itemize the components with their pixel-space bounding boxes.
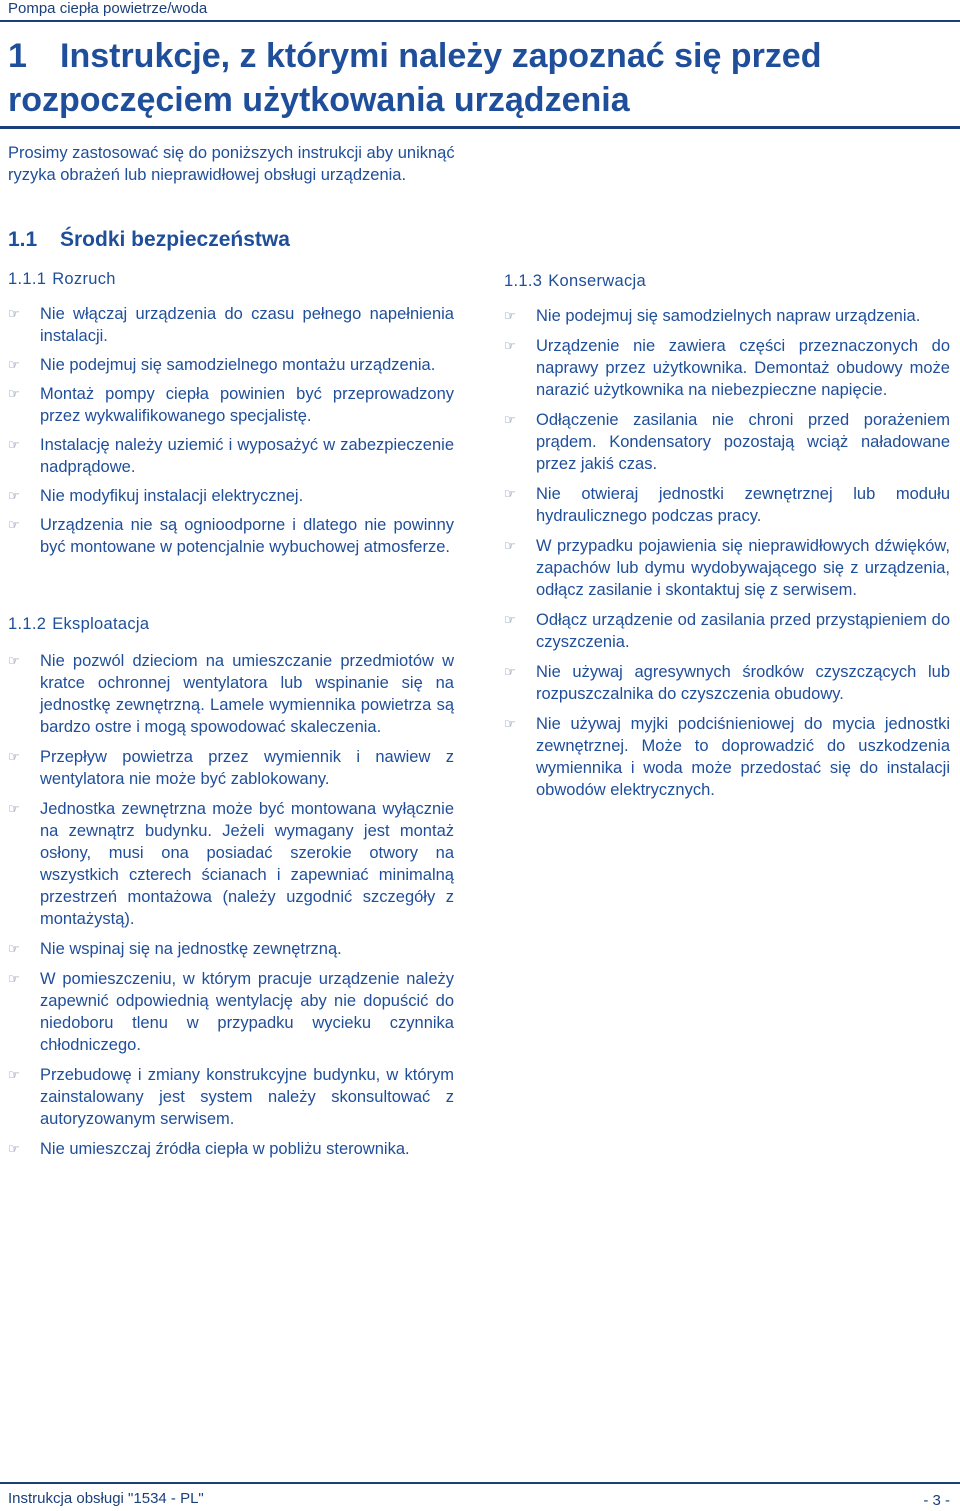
list-item xyxy=(8,303,454,347)
list-item xyxy=(8,485,454,507)
footer-rule xyxy=(0,1482,960,1484)
subsection-title: Rozruch xyxy=(52,270,116,288)
list-item-text: Nie otwieraj jednostki zewnętrznej lub modułu hydraulicznego podczas pracy. xyxy=(536,485,950,525)
list-item xyxy=(504,535,950,601)
list-item xyxy=(8,798,454,930)
pointing-hand-icon: ☞ xyxy=(504,612,516,627)
header-rule xyxy=(0,20,960,22)
pointing-hand-icon: ☞ xyxy=(8,1067,20,1082)
subsection-number: 1.1.2 xyxy=(8,615,47,633)
list-item xyxy=(504,609,950,653)
list-item-text: Nie modyfikuj instalacji elektrycznej. xyxy=(40,487,304,505)
chapter-number: 1 xyxy=(8,37,27,75)
section-number: 1.1 xyxy=(8,228,38,251)
chapter-heading xyxy=(8,34,948,122)
list-item-text: Nie używaj agresywnych środków czyszczących lub rozpuszczalnika do czyszczenia obudowy. xyxy=(536,663,950,703)
page-number: - 3 - xyxy=(923,1492,950,1509)
list-item-text: Nie wspinaj się na jednostkę zewnętrzną. xyxy=(40,940,342,958)
pointing-hand-icon: ☞ xyxy=(504,486,516,501)
list-item xyxy=(8,1064,454,1130)
list-item xyxy=(504,409,950,475)
pointing-hand-icon: ☞ xyxy=(8,306,20,321)
list-item-text: Przebudowę i zmiany konstrukcyjne budynku, w którym zainstalowany jest system należy skonsultować z autoryzowanym serwisem. xyxy=(40,1066,454,1128)
list-item xyxy=(8,383,454,427)
pointing-hand-icon: ☞ xyxy=(504,308,516,323)
list-item-text: Przepływ powietrza przez wymiennik i nawiew z wentylatora nie może być zablokowany. xyxy=(40,748,454,788)
chapter-title: Instrukcje, z którymi należy zapoznać się przed rozpoczęciem użytkowania urządzenia xyxy=(8,37,822,119)
rozruch-list xyxy=(8,303,454,565)
list-item-text: Montaż pompy ciepła powinien być przeprowadzony przez wykwalifikowanego specjalistę. xyxy=(40,385,454,425)
pointing-hand-icon: ☞ xyxy=(8,517,20,532)
pointing-hand-icon: ☞ xyxy=(504,338,516,353)
konserwacja-list xyxy=(504,305,950,809)
list-item-text: Urządzenia nie są ognioodporne i dlatego nie powinny być montowane w potencjalnie wybuchowej atmosferze. xyxy=(40,516,454,556)
list-item xyxy=(504,713,950,801)
list-item xyxy=(504,335,950,401)
list-item xyxy=(8,746,454,790)
pointing-hand-icon: ☞ xyxy=(8,941,20,956)
list-item-text: Nie włączaj urządzenia do czasu pełnego napełnienia instalacji. xyxy=(40,305,454,345)
pointing-hand-icon: ☞ xyxy=(8,386,20,401)
section-heading xyxy=(8,228,290,252)
list-item-text: Odłącz urządzenie od zasilania przed przystąpieniem do czyszczenia. xyxy=(536,611,950,651)
list-item xyxy=(8,514,454,558)
pointing-hand-icon: ☞ xyxy=(504,412,516,427)
pointing-hand-icon: ☞ xyxy=(8,437,20,452)
intro-paragraph: Prosimy zastosować się do poniższych instrukcji aby uniknąć ryzyka obrażeń lub nieprawidłowej obsługi urządzenia. xyxy=(8,144,455,184)
pointing-hand-icon: ☞ xyxy=(504,538,516,553)
list-item xyxy=(504,483,950,527)
pointing-hand-icon: ☞ xyxy=(504,716,516,731)
list-item-text: Jednostka zewnętrzna może być montowana wyłącznie na zewnątrz budynku. Jeżeli wymagany jest montaż osłony, musi ona posiadać szerokie otwory na wszystkich czterech ścianach i zapewniać minimalną przestrzeń montażowa (należy uzgodnić szczegóły z montażystą). xyxy=(40,800,454,928)
list-item xyxy=(8,354,454,376)
pointing-hand-icon: ☞ xyxy=(8,357,20,372)
list-item xyxy=(8,1138,454,1160)
pointing-hand-icon: ☞ xyxy=(8,653,20,668)
list-item-text: Nie pozwól dzieciom na umieszczanie przedmiotów w kratce ochronnej wentylatora lub wspinanie się na jednostkę zewnętrzną. Lamele wymiennika powietrza są bardzo ostre i mogą spowodować skaleczenia. xyxy=(40,652,454,736)
footer-document-title: Instrukcja obsługi "1534 - PL" xyxy=(8,1490,204,1507)
list-item-text: Odłączenie zasilania nie chroni przed porażeniem prądem. Kondensatory pozostają wciąż naładowane przez jakiś czas. xyxy=(536,411,950,473)
chapter-rule xyxy=(0,126,960,129)
eksploatacja-list xyxy=(8,650,454,1168)
subsection-title: Konserwacja xyxy=(548,272,646,290)
list-item-text: Nie podejmuj się samodzielnych napraw urządzenia. xyxy=(536,307,921,325)
list-item-text: Urządzenie nie zawiera części przeznaczonych do naprawy przez użytkownika. Demontaż obudowy może narazić użytkownika na niebezpieczne napięcie. xyxy=(536,337,950,399)
running-header: Pompa ciepła powietrze/woda xyxy=(8,0,208,17)
subsection-heading-rozruch xyxy=(8,270,116,289)
subsection-heading-eksploatacja xyxy=(8,615,149,634)
section-title: Środki bezpieczeństwa xyxy=(60,228,290,251)
pointing-hand-icon: ☞ xyxy=(504,664,516,679)
list-item-text: Nie umieszczaj źródła ciepła w pobliżu sterownika. xyxy=(40,1140,410,1158)
list-item-text: W pomieszczeniu, w którym pracuje urządzenie należy zapewnić odpowiednią wentylację aby nie dopuścić do niedoboru tlenu w przypadku wycieku czynnika chłodniczego. xyxy=(40,970,454,1054)
pointing-hand-icon: ☞ xyxy=(8,488,20,503)
subsection-heading-konserwacja xyxy=(504,272,646,291)
subsection-title: Eksploatacja xyxy=(52,615,150,633)
subsection-number: 1.1.3 xyxy=(504,272,543,290)
list-item-text: W przypadku pojawienia się nieprawidłowych dźwięków, zapachów lub dymu wydobywającego się z urządzenia, odłącz zasilanie i skontaktuj się z serwisem. xyxy=(536,537,950,599)
pointing-hand-icon: ☞ xyxy=(8,1141,20,1156)
list-item xyxy=(8,434,454,478)
list-item-text: Nie używaj myjki podciśnieniowej do mycia jednostki zewnętrznej. Może to doprowadzić do uszkodzenia wymiennika i woda może przedostać się do instalacji obwodów elektrycznych. xyxy=(536,715,950,799)
pointing-hand-icon: ☞ xyxy=(8,801,20,816)
list-item xyxy=(504,305,950,327)
list-item xyxy=(504,661,950,705)
list-item xyxy=(8,650,454,738)
list-item xyxy=(8,968,454,1056)
subsection-number: 1.1.1 xyxy=(8,270,47,288)
list-item-text: Instalację należy uziemić i wyposażyć w zabezpieczenie nadprądowe. xyxy=(40,436,454,476)
pointing-hand-icon: ☞ xyxy=(8,749,20,764)
list-item-text: Nie podejmuj się samodzielnego montażu urządzenia. xyxy=(40,356,436,374)
list-item xyxy=(8,938,454,960)
pointing-hand-icon: ☞ xyxy=(8,971,20,986)
